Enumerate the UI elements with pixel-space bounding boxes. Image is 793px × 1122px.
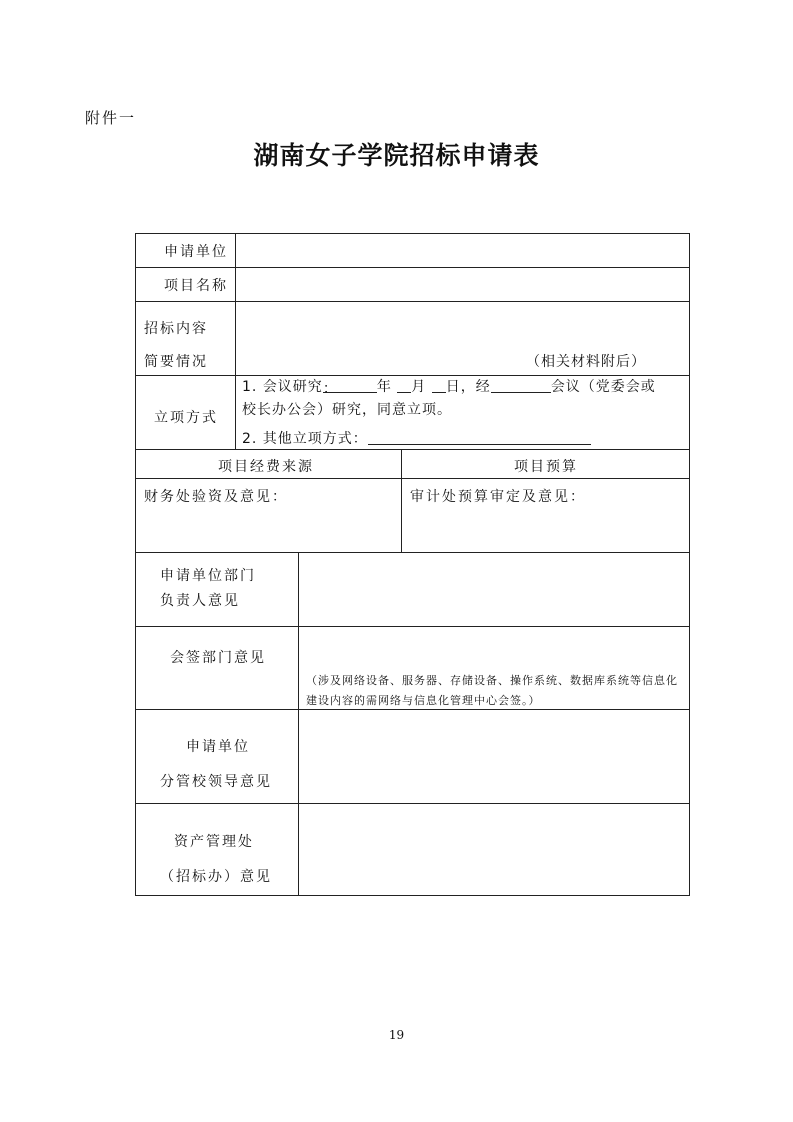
summary-note: （相关材料附后）: [526, 354, 646, 370]
project-name-label: 项目名称: [164, 278, 228, 294]
countersign-opinion-label: 会签部门意见: [170, 650, 266, 666]
approval-option-1-line-2: 校长办公会）研究，同意立项。: [242, 402, 452, 418]
meeting-month-blank[interactable]: [397, 378, 411, 393]
leader-opinion-label-line-1: 申请单位: [186, 739, 250, 755]
page-number: 19: [388, 1028, 405, 1042]
year-label: 年: [376, 379, 392, 395]
applicant-unit-field[interactable]: [236, 234, 689, 267]
project-name-field[interactable]: [236, 268, 689, 301]
row-divider: [136, 478, 689, 479]
other-approval-method-blank[interactable]: [368, 430, 591, 445]
dept-head-opinion-label-line-2: 负责人意见: [160, 593, 240, 609]
funding-source-header: 项目经费来源: [218, 459, 314, 475]
countersign-note-line-2: 建设内容的需网络与信息化管理中心会签。）: [306, 694, 541, 707]
approval-option-2-label: 2. 其他立项方式：: [242, 431, 368, 447]
approval-option-1-prefix: 1. 会议研究: [242, 379, 323, 395]
column-divider: [401, 449, 402, 552]
leader-opinion-label-line-2: 分管校领导意见: [160, 774, 272, 790]
approval-option-2: [242, 428, 591, 448]
applicant-unit-label: 申请单位: [164, 244, 228, 260]
bid-content-label: 招标内容: [144, 321, 208, 337]
asset-office-opinion-label-line-1: 资产管理处: [174, 834, 254, 850]
dept-head-opinion-field[interactable]: [299, 553, 689, 626]
leader-opinion-field[interactable]: [299, 710, 689, 803]
approval-option-1-line-1: [242, 376, 656, 396]
row-divider: [136, 449, 689, 450]
finance-opinion-label: 财务处验资及意见：: [144, 489, 288, 505]
budget-header: 项目预算: [514, 459, 578, 475]
meeting-year-blank[interactable]: [337, 378, 377, 393]
day-label: 日，经: [445, 379, 491, 395]
application-form-table: [135, 233, 690, 896]
page-title: 湖南女子学院招标申请表: [253, 141, 540, 170]
meeting-name-blank[interactable]: ：: [323, 378, 337, 393]
dept-head-opinion-label-line-1: 申请单位部门: [160, 568, 256, 584]
meeting-type-blank[interactable]: [491, 378, 551, 393]
approval-method-label: 立项方式: [154, 410, 218, 426]
asset-office-opinion-field[interactable]: [299, 804, 689, 895]
approval-option-1-suffix: 会议（党委会或: [550, 379, 656, 395]
countersign-opinion-field[interactable]: [299, 627, 689, 667]
audit-opinion-label: 审计处预算审定及意见：: [410, 489, 586, 505]
month-label: 月: [411, 379, 427, 395]
countersign-note-line-1: （涉及网络设备、服务器、存储设备、操作系统、数据库系统等信息化: [306, 674, 678, 687]
meeting-day-blank[interactable]: [432, 378, 446, 393]
attachment-label: 附件一: [85, 109, 137, 127]
summary-label: 简要情况: [144, 354, 208, 370]
asset-office-opinion-label-line-2: （招标办）意见: [160, 869, 272, 885]
